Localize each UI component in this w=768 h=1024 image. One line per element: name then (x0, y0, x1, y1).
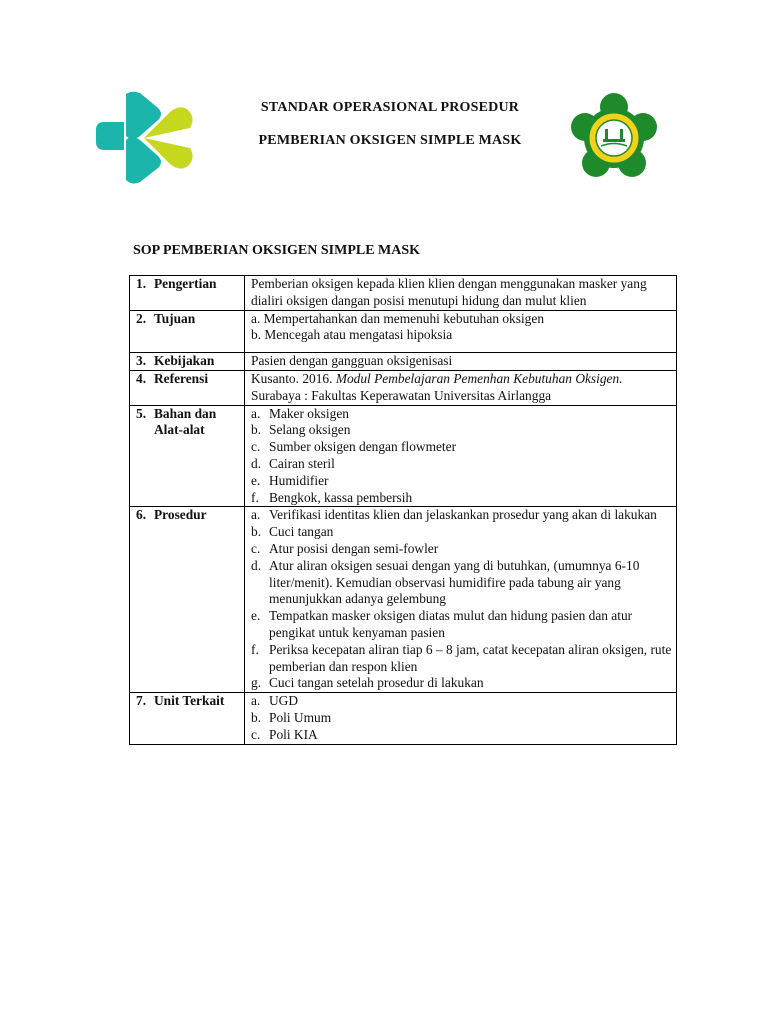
row-unit-terkait (130, 693, 677, 744)
section-number: 4. (136, 370, 147, 386)
list-item: c. Poli KIA (251, 726, 318, 742)
list-item: f. Periksa kecepatan aliran tiap 6 – 8 jam, catat kecepatan aliran oksigen, rute pemberian dan respon klien (251, 641, 672, 674)
section-label-line1: Bahan dan (154, 405, 217, 421)
section-number: 2. (136, 310, 147, 326)
list-item: d. Atur aliran oksigen sesuai dengan yang di butuhkan, (umumnya 6-10 liter/menit). Kemudian observasi humidifire pada tabung air yang menunjukkan adanya gelembung (251, 557, 640, 607)
section-number: 5. (136, 405, 147, 421)
list-item: e. Tempatkan masker oksigen diatas mulut dan hidung pasien dan atur pengikat untuk kenyaman pasien (251, 608, 633, 640)
list-item: b. Cuci tangan (251, 524, 334, 540)
row-kebijakan (130, 353, 677, 371)
section-number: 6. (136, 507, 147, 523)
unit-list (251, 693, 672, 743)
referensi-prefix: Kusanto. 2016. (251, 370, 336, 386)
list-item: c. Atur posisi dengan semi-fowler (251, 540, 439, 556)
pengertian-text: Pemberian oksigen kepada klien klien dengan menggunakan masker yang dialiri oksigen dangan posisi menutupi hidung dan mulut klien (245, 276, 677, 311)
section-label-line2: Alat-alat (154, 422, 205, 438)
list-item: c. Sumber oksigen dengan flowmeter (251, 439, 457, 455)
list-item: e. Humidifier (251, 472, 329, 488)
list-item: a. Verifikasi identitas klien dan jelaskankan prosedur yang akan di lakukan (251, 507, 657, 523)
row-pengertian (130, 276, 677, 311)
referensi-suffix: Surabaya : Fakultas Keperawatan Universitas Airlangga (251, 387, 552, 403)
row-prosedur (130, 507, 677, 693)
section-label: Tujuan (154, 310, 196, 326)
sop-table (129, 275, 677, 745)
header-title-line2: PEMBERIAN OKSIGEN SIMPLE MASK (258, 133, 522, 148)
list-item: d. Cairan steril (251, 455, 335, 471)
section-label: Referensi (154, 370, 209, 386)
section-label: Prosedur (154, 507, 207, 523)
row-tujuan (130, 310, 677, 353)
list-item: b. Poli Umum (251, 709, 332, 725)
referensi-title: Modul Pembelajaran Pemenhan Kebutuhan Oksigen. (335, 370, 623, 386)
logo-teal-shape (96, 92, 161, 184)
row-bahan (130, 405, 677, 507)
bahan-list (251, 406, 672, 507)
ministry-health-logo (96, 90, 196, 186)
document-title: SOP PEMBERIAN OKSIGEN SIMPLE MASK (133, 243, 421, 258)
tujuan-item: a. Mempertahankan dan memenuhi kebutuhan oksigen (251, 310, 545, 326)
section-label: Kebijakan (154, 353, 215, 369)
tujuan-item: b. Mencegah atau mengatasi hipoksia (251, 327, 453, 343)
kebijakan-text: Pasien dengan gangguan oksigenisasi (245, 353, 677, 371)
list-item: a. Maker oksigen (251, 405, 349, 421)
section-number: 3. (136, 353, 147, 369)
list-item: a. UGD (251, 693, 299, 709)
prosedur-list (251, 507, 672, 692)
section-label: Unit Terkait (154, 693, 225, 709)
header-title-line1: STANDAR OPERASIONAL PROSEDUR (260, 100, 520, 115)
institution-seal-logo (569, 93, 659, 183)
row-referensi (130, 370, 677, 405)
section-number: 7. (136, 693, 147, 709)
list-item: f. Bengkok, kassa pembersih (251, 489, 413, 505)
list-item: b. Selang oksigen (251, 422, 351, 438)
list-item: g. Cuci tangan setelah prosedur di lakukan (251, 675, 484, 691)
section-label: Pengertian (154, 276, 217, 291)
referensi-text (245, 370, 677, 405)
section-number: 1. (136, 276, 147, 291)
